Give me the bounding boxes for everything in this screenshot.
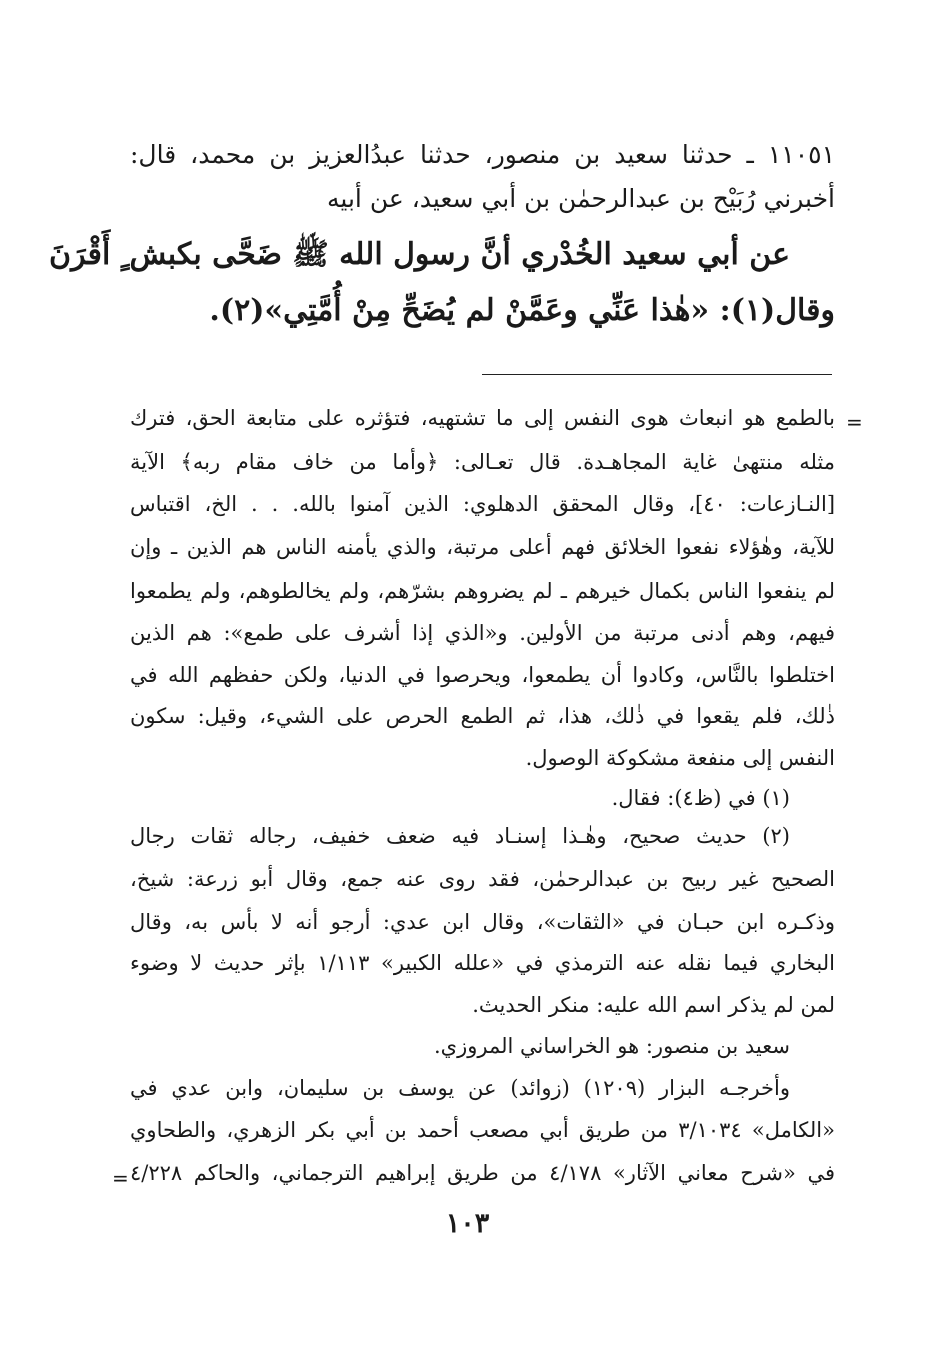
footnote-2-line-4: البخاري فيما نقله عنه الترمذي في «علله الكبير» ١/١١٣ بإثر حديث لا وضوء bbox=[130, 951, 835, 975]
footnote-2-takhrij-line-2: «الكامل» ٣/١٠٣٤ من طريق أبي مصعب أحمد بن أبي بكر الزهري، والطحاوي bbox=[130, 1118, 835, 1142]
continuation-mark: = bbox=[846, 410, 863, 434]
hadith-matn-line-2: وقال(١): «هٰذا عَنِّي وعَمَّنْ لم يُضَحِّ مِنْ أُمَّتِي»(٢). bbox=[209, 293, 835, 328]
footnote-continuation-line-3: [النـازعات: ٤٠]، وقال المحقق الدهلوي: الذين آمنوا بالله. . . الخ، اقتباس bbox=[130, 492, 836, 516]
hadith-isnad-line-1: ١١٠٥١ ـ حدثنا سعيد بن منصور، حدثنا عبدُالعزيز بن محمد، قال: bbox=[130, 140, 835, 169]
footnote-continuation-line-1: بالطمع هو انبعاث هوى النفس إلى ما تشتهيه، فتؤثره على متابعة الحق، فترك bbox=[130, 406, 835, 430]
footnote-1: (١) في (ظ٤): فقال. bbox=[611, 786, 790, 810]
footnote-2-takhrij-line-3: في «شرح معاني الآثار» ٤/١٧٨ من طريق إبراهيم الترجماني، والحاكم ٤/٢٢٨ bbox=[130, 1161, 835, 1185]
page-number: ١٠٣ bbox=[445, 1208, 490, 1239]
footnote-2-narrator-note: سعيد بن منصور: هو الخراساني المروزي. bbox=[434, 1034, 790, 1058]
footnote-continuation-line-5: لم ينفعوا الناس بكمال خيرهم ـ لم يضروهم بشرّهم، ولم يخالطوهم، ولم يطمعوا bbox=[130, 579, 835, 603]
footnote-2-line-3: وذكـره ابن حبـان في «الثقات»، وقال ابن عدي: أرجو أنه لا بأس به، وقال bbox=[130, 910, 835, 934]
footnote-2-line-5: لمن لم يذكر اسم الله عليه: منكر الحديث. bbox=[472, 993, 835, 1017]
end-continuation-mark: = bbox=[112, 1166, 129, 1190]
footnote-continuation-line-8: ذٰلك، فلم يقعوا في ذٰلك، هذا، ثم الطمع الحرص على الشيء، وقيل: سكون bbox=[130, 704, 835, 728]
footnote-continuation-line-2: مثله منتهىٰ غاية المجاهـدة. قال تعـالى: ﴿وأما من خاف مقام ربه﴾ الآية bbox=[130, 450, 835, 474]
footnote-2-line-2: الصحيح غير ربيح بن عبدالرحمٰن، فقد روى عنه جمع، وقال أبو زرعة: شيخ، bbox=[130, 867, 835, 891]
footnote-continuation-line-4: للآية، وهٰؤلاء نفعوا الخلائق فهم أعلى مرتبة، والذي يأمنه الناس هم الذين ـ وإن bbox=[130, 535, 835, 559]
footnote-2-takhrij-line-1: وأخرجـه البزار (١٢٠٩) (زوائد) عن يوسف بن سليمان، وابن عدي في bbox=[130, 1076, 790, 1100]
footnote-2-line-1: (٢) حديث صحيح، وهٰـذا إسنـاد فيه ضعف خفيف، رجاله ثقات رجال bbox=[130, 824, 790, 848]
footnote-continuation-line-6: فيهم، وهم أدنى مرتبة من الأولين. و«الذي إذا أشرف على طمع»: هم الذين bbox=[130, 621, 835, 645]
footnote-continuation-line-7: اختلطوا بالنَّاس، وكادوا أن يطمعوا، ويحرصوا في الدنيا، ولكن حفظهم الله في bbox=[130, 663, 835, 687]
hadith-matn-line-1: عن أبي سعيد الخُدْري أنَّ رسول الله ﷺ ضَحَّى بكبش ٍ أَقْرَنَ bbox=[49, 237, 790, 272]
footnote-separator bbox=[482, 374, 832, 375]
footnote-continuation-line-9: النفس إلى منفعة مشكوكة الوصول. bbox=[525, 746, 835, 770]
hadith-isnad-line-2: أخبرني رُبَيْح بن عبدالرحمٰن بن أبي سعيد، عن أبيه bbox=[327, 184, 835, 213]
